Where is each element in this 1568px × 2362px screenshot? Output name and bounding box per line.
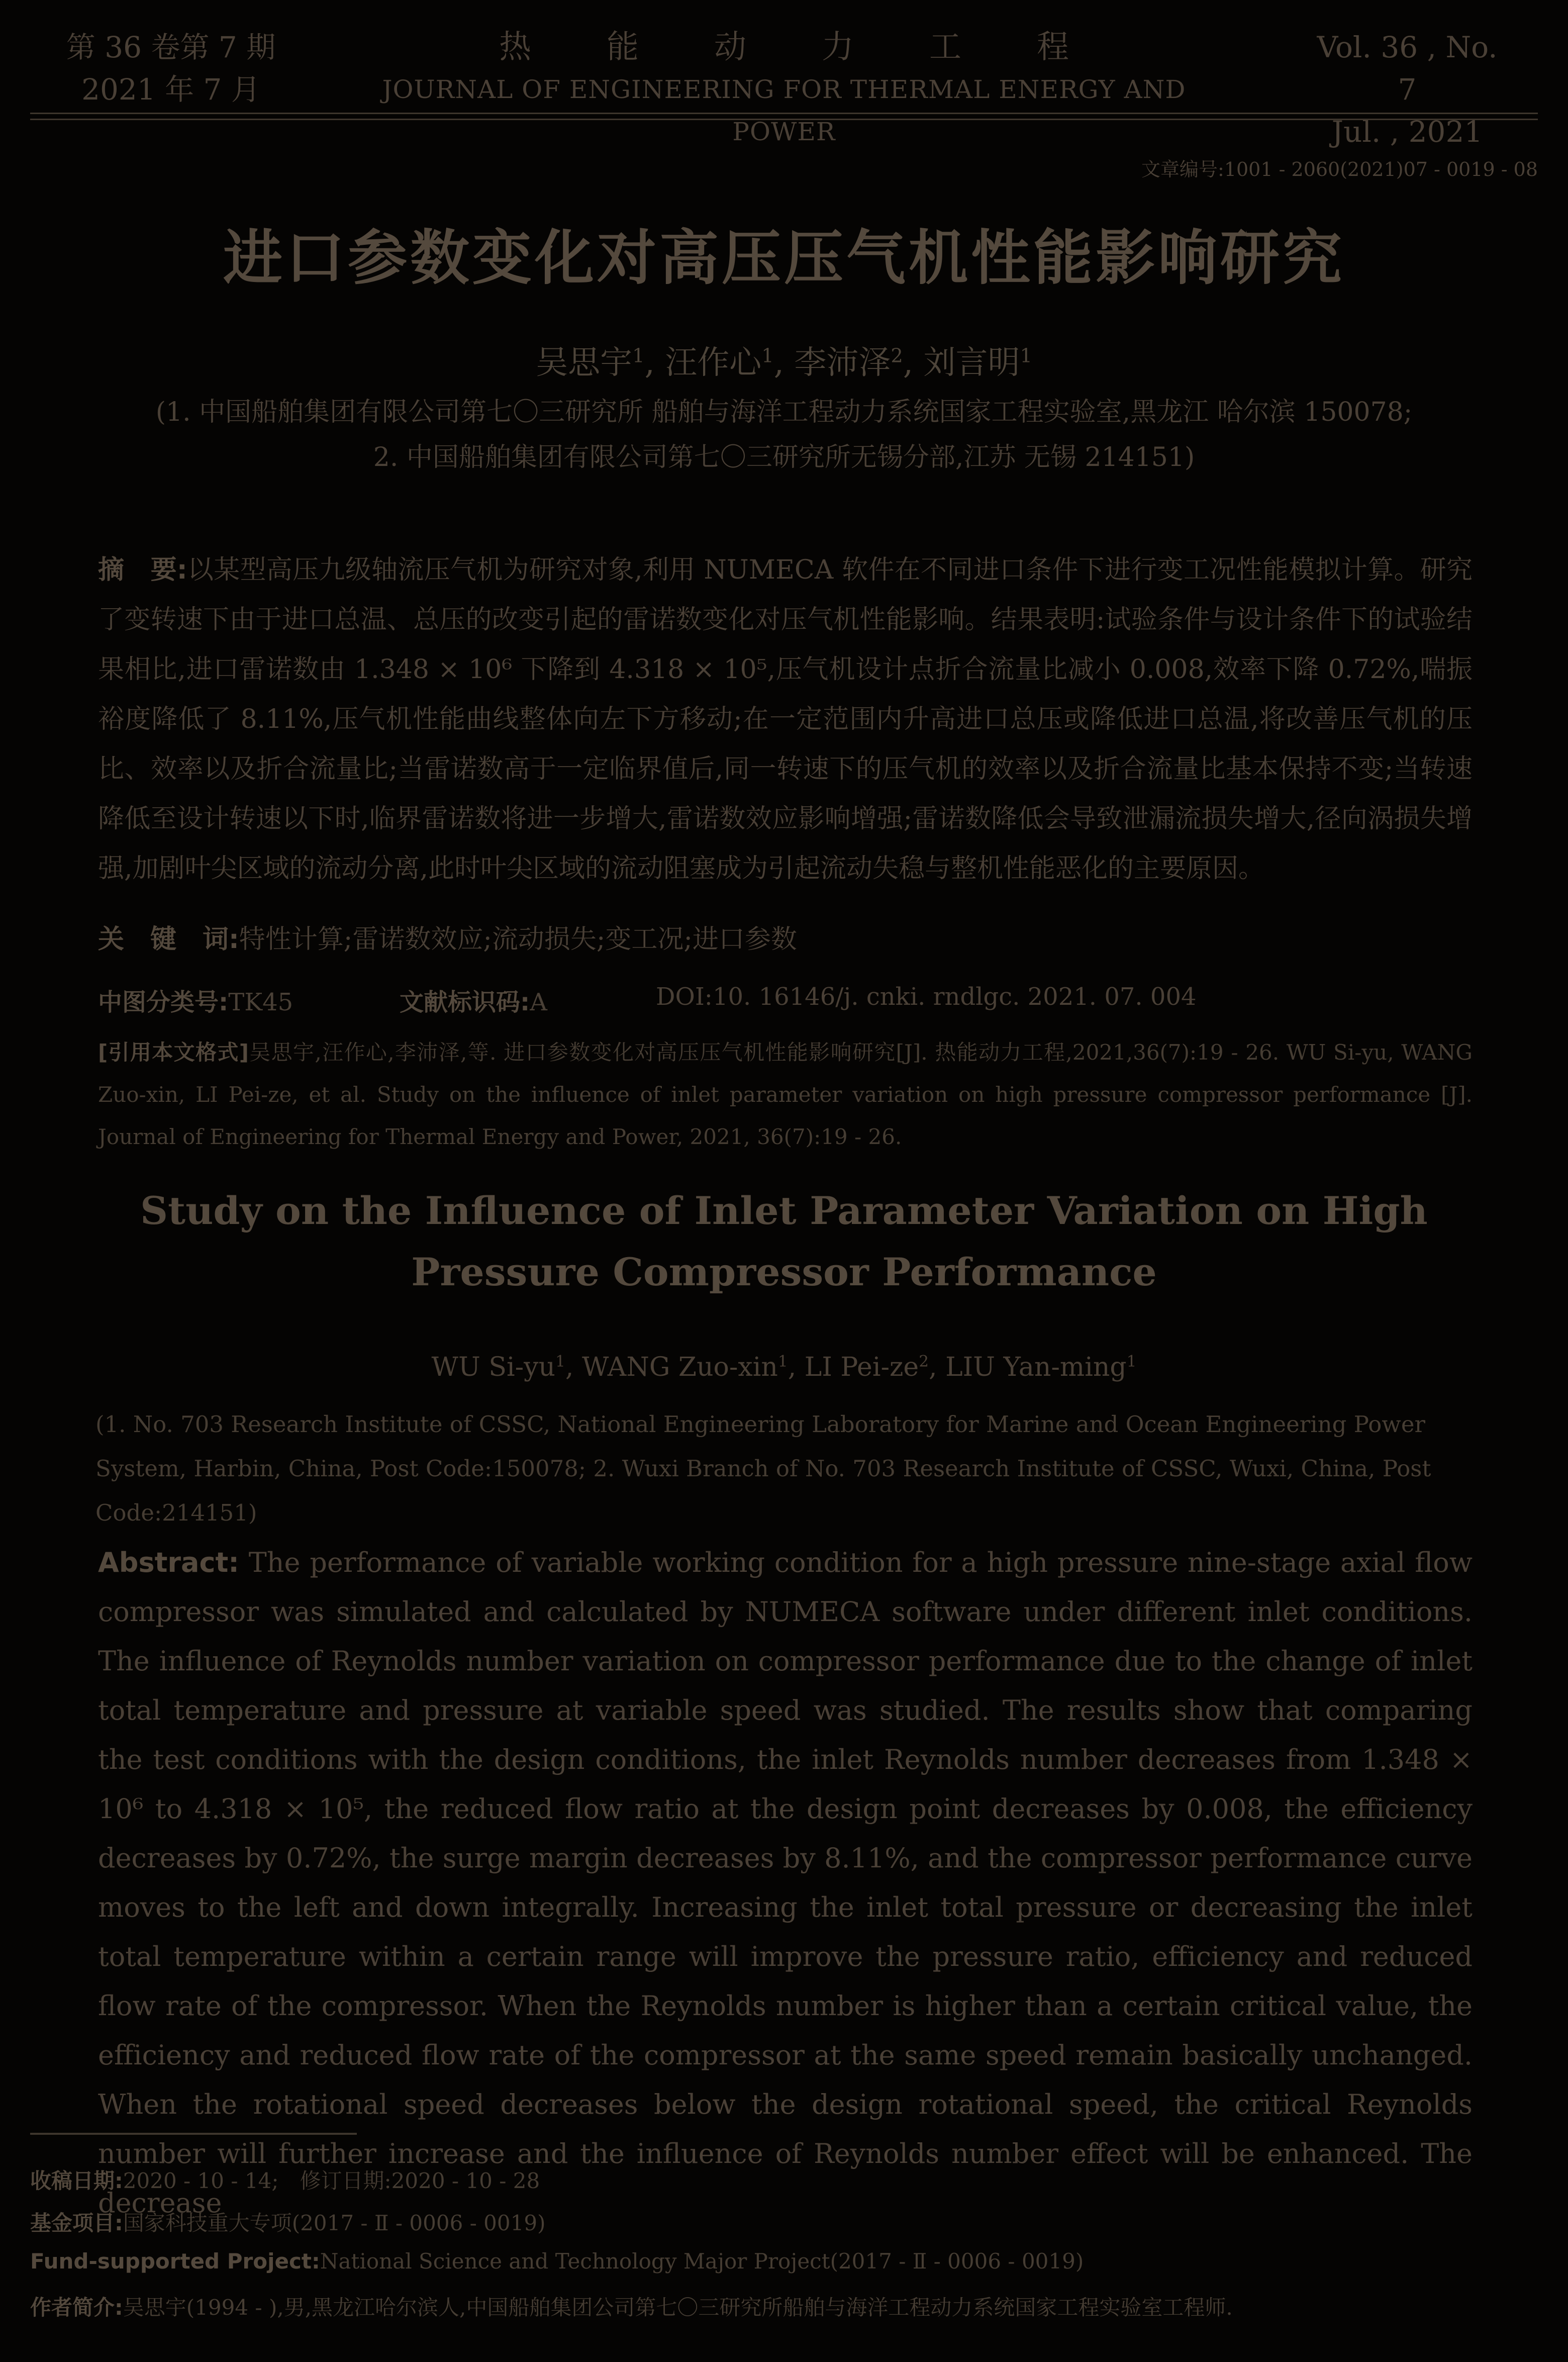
keywords-cn-text: 特性计算;雷诺数效应;流动损失;变工况;进口参数 bbox=[239, 924, 797, 955]
clc-value: TK45 bbox=[228, 988, 293, 1016]
document-code bbox=[400, 983, 547, 1017]
abstract-en-label: Abstract: bbox=[98, 1547, 239, 1578]
footnote-text: National Science and Technology Major Project(2017 - Ⅱ - 0006 - 0019) bbox=[320, 2249, 1084, 2274]
footnote-label: Fund-supported Project: bbox=[30, 2249, 320, 2274]
issue-header-en bbox=[1307, 26, 1508, 153]
footnote-rule bbox=[30, 2133, 357, 2135]
article-number: 文章编号:1001 - 2060(2021)07 - 0019 - 08 bbox=[1141, 158, 1538, 180]
footnote-text: 国家科技重大专项(2017 - Ⅱ - 0006 - 0019) bbox=[123, 2211, 546, 2235]
clc-number bbox=[98, 983, 293, 1017]
header-rule-top bbox=[30, 113, 1538, 114]
author-affil-sup: 1 bbox=[777, 1352, 788, 1371]
authors-cn: 吴思宇$^1$, 汪作心$^1$, 李沛泽$^2$, 刘言明$^1$ bbox=[536, 344, 1032, 382]
issue-number: 第 36 卷第 7 期 bbox=[66, 30, 276, 64]
footnote-fund-cn bbox=[30, 2207, 545, 2237]
author-name: 李沛泽 bbox=[794, 344, 891, 382]
author-name: 刘言明 bbox=[923, 344, 1020, 382]
header-rule-bottom bbox=[30, 119, 1538, 120]
citation-text: 吴思宇,汪作心,李沛泽,等. 进口参数变化对高压压气机性能影响研究[J]. 热能动力工程,2021,36(7):19 - 26. WU Si-yu, WANG Zuo-xin, LI Pei-ze, et al. Study on the influence of inlet parameter variation on high pressure compressor performance [J]. Journal of Engineering for Thermal Energy and Power, 2021, 36(7):19 - 26. bbox=[98, 1040, 1473, 1149]
abstract-en bbox=[98, 1538, 1473, 2228]
author-affil-sup: 1 bbox=[1020, 344, 1032, 367]
journal-header bbox=[352, 26, 1216, 153]
issue-header-cn bbox=[60, 26, 281, 111]
author-name-en: LI Pei-ze bbox=[804, 1352, 919, 1382]
citation-label: [引用本文格式] bbox=[98, 1040, 249, 1065]
affiliation-en: (1. No. 703 Research Institute of CSSC, National Engineering Laboratory for Marine and Ocean Engineering Power System, Harbin, China, Post Code:150078; 2. Wuxi Branch of No. 703 Research Institute of CSSC, Wuxi, China, Post Code:214151) bbox=[95, 1411, 1431, 1526]
journal-title-cn: 热能动力工程 bbox=[499, 29, 1144, 66]
footnote-text: 吴思宇(1994 - ),男,黑龙江哈尔滨人,中国船舶集团公司第七〇三研究所船舶与海洋工程动力系统国家工程实验室工程师. bbox=[123, 2295, 1233, 2320]
citation bbox=[98, 1031, 1473, 1158]
document-code-value: A bbox=[530, 988, 547, 1016]
author-name: 汪作心 bbox=[665, 344, 762, 382]
footnote-received bbox=[30, 2164, 540, 2195]
abstract-cn-text: 以某型高压九级轴流压气机为研究对象,利用 NUMECA 软件在不同进口条件下进行变工况性能模拟计算。研究了变转速下由于进口总温、总压的改变引起的雷诺数变化对压气机性能影响。结果表明:试验条件与设计条件下的试验结果相比,进口雷诺数由 1.348 × 10⁶ 下降到 4.318 × 10⁵,压气机设计点折合流量比减小 0.008,效率下降 0.72%,喘振裕度降低了 8.11%,压气机性能曲线整体向左下方移动;在一定范围内升高进口总压或降低进口总温,将改善压气机的压比、效率以及折合流量比;当雷诺数高于一定临界值后,同一转速下的压气机的效率以及折合流量比基本保持不变;当转速降低至设计转速以下时,临界雷诺数将进一步增大,雷诺数效应影响增强;雷诺数降低会导致泄漏流损失增大,径向涡损失增强,加剧叶尖区域的流动分离,此时叶尖区域的流动阻塞成为引起流动失稳与整机性能恶化的主要原因。 bbox=[98, 555, 1473, 884]
author-name: 吴思宇 bbox=[536, 344, 633, 382]
doi: DOI:10. 16146/j. cnki. rndlgc. 2021. 07. 004 bbox=[656, 983, 1197, 1011]
title-en-line-1: Study on the Influence of Inlet Parameter Variation on High bbox=[140, 1188, 1428, 1233]
title-cn: 进口参数变化对高压压气机性能影响研究 bbox=[223, 223, 1345, 293]
affiliation-cn-2: 2. 中国船舶集团有限公司第七〇三研究所无锡分部,江苏 无锡 214151) bbox=[373, 442, 1195, 473]
author-affil-sup: 1 bbox=[555, 1352, 565, 1371]
footnote-label: 基金项目: bbox=[30, 2211, 123, 2235]
author-affil-sup: 2 bbox=[919, 1352, 929, 1371]
keywords-cn-label: 关 键 词: bbox=[98, 924, 239, 955]
authors-en: WU $Si-yu^1$, WANG Zuo-xin$^1$, LI Pei-$ze^2$, LIU Yan-ming$^1$ bbox=[431, 1352, 1137, 1382]
author-affil-sup: 1 bbox=[761, 344, 774, 367]
title-en bbox=[0, 1180, 1568, 1303]
abstract-cn-label: 摘 要: bbox=[98, 555, 187, 585]
title-en-line-2: Pressure Compressor Performance bbox=[411, 1250, 1157, 1294]
issue-date-en: Jul. , 2021 bbox=[1331, 115, 1483, 149]
keywords-cn bbox=[98, 918, 797, 956]
abstract-cn bbox=[98, 545, 1473, 894]
journal-title-en: JOURNAL OF ENGINEERING FOR THERMAL ENERGY AND POWER bbox=[382, 75, 1186, 146]
volume-number: Vol. 36 , No. 7 bbox=[1317, 30, 1498, 107]
clc-label: 中图分类号: bbox=[98, 988, 229, 1016]
author-name-en: WU Si-yu bbox=[431, 1352, 556, 1382]
issue-date: 2021 年 7 月 bbox=[81, 72, 260, 107]
abstract-en-text: The performance of variable working condition for a high pressure nine-stage axial flow compressor was simulated and calculated by NUMECA software under different inlet conditions. The influence of Reynolds number variation on compressor performance due to the change of inlet total temperature and pressure at variable speed was studied. The results show that comparing the test conditions with the design conditions, the inlet Reynolds number decreases from 1.348 × 10⁶ to 4.318 × 10⁵, the reduced flow ratio at the design point decreases by 0.008, the efficiency decreases by 0.72%, the surge margin decreases by 8.11%, and the compressor performance curve moves to the left and down integrally. Increasing the inlet total pressure or decreasing the inlet total temperature within a certain range will improve the pressure ratio, efficiency and reduced flow rate of the compressor. When the Reynolds number is higher than a certain critical value, the efficiency and reduced flow rate of the compressor at the same speed remain basically unchanged. When the rotational speed decreases below the design rotational speed, the critical Reynolds number will further increase and the influence of Reynolds number effect will be enhanced. The decrease bbox=[98, 1547, 1473, 2219]
footnote-fund-en bbox=[30, 2249, 1084, 2274]
document-code-label: 文献标识码: bbox=[400, 988, 530, 1016]
author-name-en: LIU Yan-ming bbox=[945, 1352, 1127, 1382]
author-affil-sup: 1 bbox=[1126, 1352, 1137, 1371]
author-affil-sup: 2 bbox=[891, 344, 903, 367]
footnote-author-bio bbox=[30, 2291, 1233, 2321]
author-affil-sup: 1 bbox=[632, 344, 645, 367]
footnote-text: 2020 - 10 - 14; 修订日期:2020 - 10 - 28 bbox=[123, 2168, 540, 2193]
affiliation-cn-1: (1. 中国船舶集团有限公司第七〇三研究所 船舶与海洋工程动力系统国家工程实验室,黑龙江 哈尔滨 150078; bbox=[155, 397, 1413, 427]
author-name-en: WANG Zuo-xin bbox=[581, 1352, 778, 1382]
footnote-label: 作者简介: bbox=[30, 2295, 123, 2320]
footnote-label: 收稿日期: bbox=[30, 2168, 123, 2193]
